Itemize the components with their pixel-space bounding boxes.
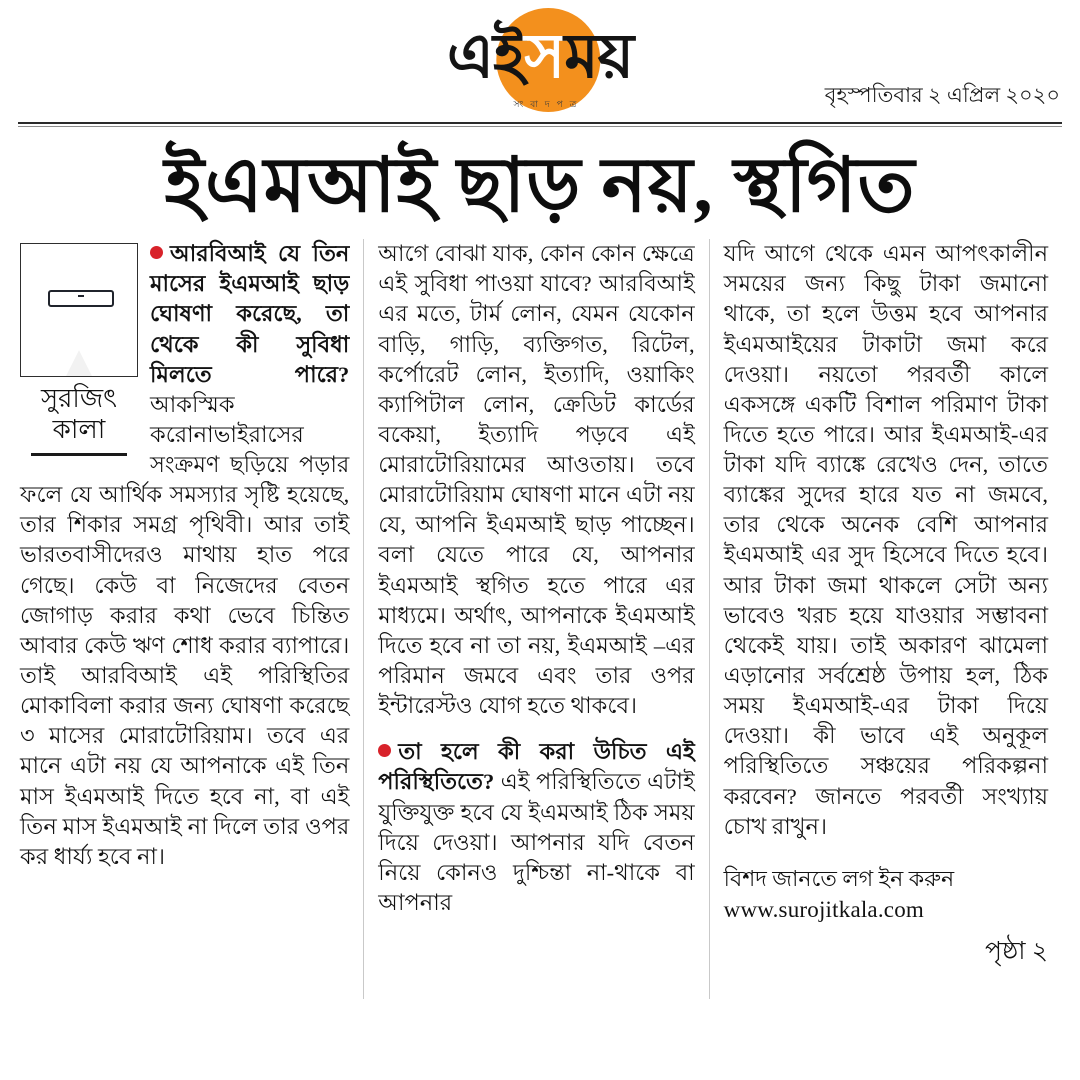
article-column-2 xyxy=(363,239,708,999)
author-divider xyxy=(31,453,127,456)
author-name xyxy=(20,383,138,445)
shirt-collar-shape xyxy=(66,350,92,376)
logo-lockup xyxy=(447,6,633,114)
logo-wordmark xyxy=(446,23,634,94)
masthead xyxy=(18,0,1062,118)
page-marker: পৃষ্ঠা ২ xyxy=(984,937,1048,965)
dateline: বৃহস্পতিবার ২ এপ্রিল ২০২০ xyxy=(824,83,1060,107)
author-website-link[interactable]: www.surojitkala.com xyxy=(723,896,924,922)
author-block xyxy=(20,243,138,462)
author-name-line1: সুরজিৎ xyxy=(40,384,118,414)
answer-1-body: পড়ার ফলে যে আর্থিক সমস্যার সৃষ্টি হয়েছে, তার শিকার সমগ্র পৃথিবী। আর তাই ভারতবাসীদেরও মাথায় হাত পরে গেছে। কেউ বা নিজেদের বেতন জোগাড় করার কথা ভেবে চিন্তিত আবার কেউ ঋণ শোধ করার ব্যাপারে। তাই আরবিআই এই পরিস্থিতির মোকাবিলা করার জন্য ঘোষণা করেছে ৩ মাসের মোরাটোরিয়াম। তবে এর মানে এটা নয় যে আপনাকে এই তিন মাস ইএমআই দিতে হবে না, বা এই তিন মাস ইএমআই না দিলে তার ওপর কর ধার্য্য হবে না। xyxy=(20,452,350,869)
article-column-1 xyxy=(18,239,363,999)
article-column-3 xyxy=(709,239,1062,999)
answer-2-intro: এই পরিস্থিতিতে এটাই যুক্তিযুক্ত হবে যে ইএমআই ঠিক সময় দিয়ে দেওয়া। আপনার যদি বেতন নিয়ে কোনও দুশ্চিন্তা না-থাকে বা আপনার xyxy=(378,769,695,916)
answer-1-continued: আগে বোঝা যাক, কোন কোন ক্ষেত্রে এই সুবিধা পাওয়া যাবে? আরবিআই এর মতে, টার্ম লোন, যেমন যেকোন বাড়ি, গাড়ি, ব্যক্তিগত, রিটেল, কর্পোরেট লোন, ইত্যাদি, ওয়াকিং ক্যাপিটাল লোন, ক্রেডিট কার্ডের বকেয়া, ইত্যাদি পড়বে এই মোরাটোরিয়ামের আওতায়। তবে মোরাটোরিয়াম ঘোষণা মানে এটা নয় যে, আপনি ইএমআই ছাড় পাচ্ছেন। বলা যেতে পারে যে, আপনার ইএমআই স্থগিত হতে পারে এর মাধ্যমে। অর্থাৎ, আপনাকে ইএমআই দিতে হবে না তা নয়, ইএমআই –এর পরিমান জমবে এবং তার ওপর ইন্টারেস্টও যোগ হতে থাকবে। xyxy=(378,241,695,719)
logo-word-part1: এই xyxy=(446,23,525,91)
page-title: ইএমআই ছাড় নয়, স্থগিত xyxy=(164,144,916,228)
red-bullet-icon xyxy=(378,744,391,757)
article-columns xyxy=(18,239,1062,999)
question-1-text: আরবিআই যে তিন মাসের ইএমআই ছাড় ঘোষণা করেছে, তা থেকে কী সুবিধা মিলতে পারে? xyxy=(150,241,350,387)
footer-note xyxy=(724,864,1048,925)
logo-word-part3: ময় xyxy=(564,23,634,91)
masthead-divider-thin xyxy=(18,126,1062,127)
logo-word-part2: স xyxy=(524,23,565,91)
footer-note-text: বিশদ জানতে লগ ইন করুন xyxy=(723,865,955,891)
logo-subtitle: সংবাদপত্র xyxy=(513,99,584,109)
author-portrait-photo xyxy=(20,243,138,377)
glasses-icon xyxy=(48,290,114,307)
answer-1-intro: আকস্মিক করোনাভাইরাসের সংক্রমণ ছড়িয়ে xyxy=(150,391,304,478)
question-2-text: তা হলে কী করা উচিত এই পরিস্থিতিতে? xyxy=(378,739,695,795)
author-name-line2: কালা xyxy=(52,415,106,445)
answer-2-continued: যদি আগে থেকে এমন আপৎকালীন সময়ের জন্য কিছু টাকা জমানো থাকে, তা হলে উত্তম হবে আপনার ইএমআইয়ের টাকাটা জমা করে দেওয়া। নয়তো পরবর্তী কালে একসঙ্গে একটি বিশাল পরিমাণ টাকা দিতে হতে পারে। আর ইএমআই-এর টাকা যদি ব্যাঙ্কে রেখেও দেন, তাতে ব্যাঙ্কের সুদের হারে যত না জমবে, তার থেকে অনেক বেশি আপনার ইএমআই এর সুদ হিসেবে দিতে হবে। আর টাকা জমা থাকলে সেটা অন্য ভাবেও খরচ হয়ে যাওয়ার সম্ভাবনা থেকেই যায়। তাই অকারণ ঝামেলা এড়ানোর সর্বশ্রেষ্ঠ উপায় হল, ঠিক সময় ইএমআই-এর টাকা দিয়ে দেওয়া। কী ভাবে এই অনুকূল পরিস্থিতিতে সঞ্চয়ের পরিকল্পনা করবেন? জানতে পরবর্তী সংখ্যায় চোখ রাখুন। xyxy=(723,241,1048,839)
question-2-paragraph xyxy=(378,737,694,918)
qa-spacer xyxy=(378,721,694,737)
red-bullet-icon xyxy=(150,246,163,259)
masthead-divider-thick xyxy=(18,122,1062,124)
